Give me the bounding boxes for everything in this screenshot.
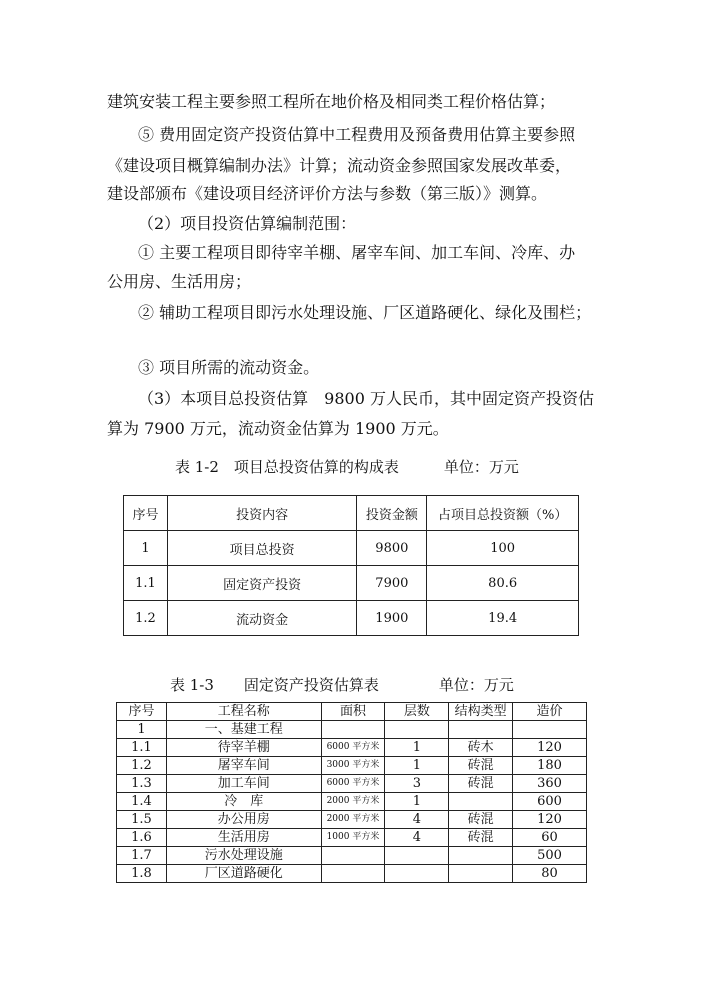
- table-row: [117, 829, 587, 847]
- table-cell: 固定资产投资: [167, 566, 356, 601]
- header-cell: 序号: [124, 496, 168, 531]
- table-cell: 120: [513, 811, 587, 829]
- table-cell: 1000 平方米: [321, 829, 385, 847]
- table-cell: 80.6: [427, 566, 579, 601]
- table-cell: 1.3: [117, 775, 167, 793]
- paragraph-line: ③ 项目所需的流动资金。: [138, 358, 320, 377]
- table-row: [117, 775, 587, 793]
- paragraph-line: 算为 7900 万元，流动资金估算为 1900 万元。: [107, 419, 449, 438]
- table-cell: 1.8: [117, 865, 167, 883]
- table-cell: 1.6: [117, 829, 167, 847]
- header-cell: 序号: [117, 703, 167, 721]
- table-cell: 1.7: [117, 847, 167, 865]
- table-cell: 1.1: [124, 566, 168, 601]
- table-cell: 1: [124, 531, 168, 566]
- table-row: [124, 601, 579, 636]
- table-cell: 1900: [357, 601, 427, 636]
- table-cell: 项目总投资: [167, 531, 356, 566]
- table-cell: [449, 793, 513, 811]
- table-cell: 600: [513, 793, 587, 811]
- table-header-row: [117, 703, 587, 721]
- table-row: [117, 811, 587, 829]
- paragraph-line: ① 主要工程项目即待宰羊棚、屠宰车间、加工车间、冷库、办: [138, 243, 576, 262]
- table-row: [117, 757, 587, 775]
- table-cell: 屠宰车间: [166, 757, 321, 775]
- paragraph-line: （3）本项目总投资估算 9800 万人民币，其中固定资产投资估: [138, 389, 594, 408]
- table-cell: 1: [385, 757, 449, 775]
- investment-composition-table: [123, 495, 579, 636]
- table-cell: 6000 平方米: [321, 775, 385, 793]
- header-cell: 占项目总投资额（%）: [427, 496, 579, 531]
- table-cell: 120: [513, 739, 587, 757]
- table-row: [117, 739, 587, 757]
- table-cell: 80: [513, 865, 587, 883]
- table-cell: 污水处理设施: [166, 847, 321, 865]
- table-cell: 100: [427, 531, 579, 566]
- header-cell: 面积: [321, 703, 385, 721]
- table-cell: 砖木: [449, 739, 513, 757]
- table-cell: 4: [385, 811, 449, 829]
- table-cell: [385, 721, 449, 739]
- table-cell: [513, 721, 587, 739]
- fixed-asset-estimate-table: [116, 702, 587, 883]
- table-cell: [321, 847, 385, 865]
- table-cell: 厂区道路硬化: [166, 865, 321, 883]
- header-cell: 工程名称: [166, 703, 321, 721]
- table-cell: 流动资金: [167, 601, 356, 636]
- table-cell: 3: [385, 775, 449, 793]
- table-cell: [385, 865, 449, 883]
- table-cell: [449, 721, 513, 739]
- table-cell: 1.1: [117, 739, 167, 757]
- table-cell: [449, 865, 513, 883]
- table-cell: 180: [513, 757, 587, 775]
- paragraph-line: 建设部颁布《建设项目经济评价方法与参数（第三版）》测算。: [107, 184, 548, 203]
- header-cell: 投资内容: [167, 496, 356, 531]
- table-cell: 1.5: [117, 811, 167, 829]
- header-cell: 结构类型: [449, 703, 513, 721]
- table-row: [124, 566, 579, 601]
- table-row: [117, 793, 587, 811]
- table-cell: [321, 721, 385, 739]
- table-cell: 7900: [357, 566, 427, 601]
- table-cell: 砖混: [449, 811, 513, 829]
- table3-caption: 表 1-3 固定资产投资估算表 单位：万元: [170, 676, 514, 694]
- paragraph-line: ② 辅助工程项目即污水处理设施、厂区道路硬化、绿化及围栏；: [138, 303, 592, 322]
- paragraph-line: 《建设项目概算编制办法》计算；流动资金参照国家发展改革委，: [107, 156, 572, 175]
- table-cell: 1.4: [117, 793, 167, 811]
- table-cell: 1.2: [117, 757, 167, 775]
- table-cell: 待宰羊棚: [166, 739, 321, 757]
- table-cell: [385, 847, 449, 865]
- table-cell: [321, 865, 385, 883]
- table-row: [117, 865, 587, 883]
- table-cell: 1.2: [124, 601, 168, 636]
- table-cell: 4: [385, 829, 449, 847]
- table-cell: 冷 库: [166, 793, 321, 811]
- table-row: [124, 531, 579, 566]
- table-cell: 3000 平方米: [321, 757, 385, 775]
- table-cell: 加工车间: [166, 775, 321, 793]
- paragraph-line: （2）项目投资估算编制范围：: [138, 214, 357, 233]
- table-cell: 砖混: [449, 829, 513, 847]
- paragraph-line: 公用房、生活用房；: [107, 272, 252, 291]
- table-row: [117, 847, 587, 865]
- header-cell: 造价: [513, 703, 587, 721]
- table-cell: 2000 平方米: [321, 811, 385, 829]
- table-cell: 1: [385, 793, 449, 811]
- table-header-row: [124, 496, 579, 531]
- paragraph-line: ⑤ 费用固定资产投资估算中工程费用及预备费用估算主要参照: [138, 125, 576, 144]
- table-cell: 一、基建工程: [166, 721, 321, 739]
- paragraph-line: 建筑安装工程主要参照工程所在地价格及相同类工程价格估算；: [107, 92, 556, 111]
- table-cell: 办公用房: [166, 811, 321, 829]
- table-cell: 砖混: [449, 757, 513, 775]
- table-cell: 生活用房: [166, 829, 321, 847]
- table-cell: 19.4: [427, 601, 579, 636]
- table-cell: 1: [385, 739, 449, 757]
- table-cell: 砖混: [449, 775, 513, 793]
- table-cell: [449, 847, 513, 865]
- table-cell: 6000 平方米: [321, 739, 385, 757]
- header-cell: 投资金额: [357, 496, 427, 531]
- table-cell: 1: [117, 721, 167, 739]
- table2-caption: 表 1-2 项目总投资估算的构成表 单位：万元: [175, 458, 519, 476]
- table-cell: 2000 平方米: [321, 793, 385, 811]
- table-cell: 60: [513, 829, 587, 847]
- table-cell: 500: [513, 847, 587, 865]
- header-cell: 层数: [385, 703, 449, 721]
- table-row: [117, 721, 587, 739]
- table-cell: 9800: [357, 531, 427, 566]
- table-cell: 360: [513, 775, 587, 793]
